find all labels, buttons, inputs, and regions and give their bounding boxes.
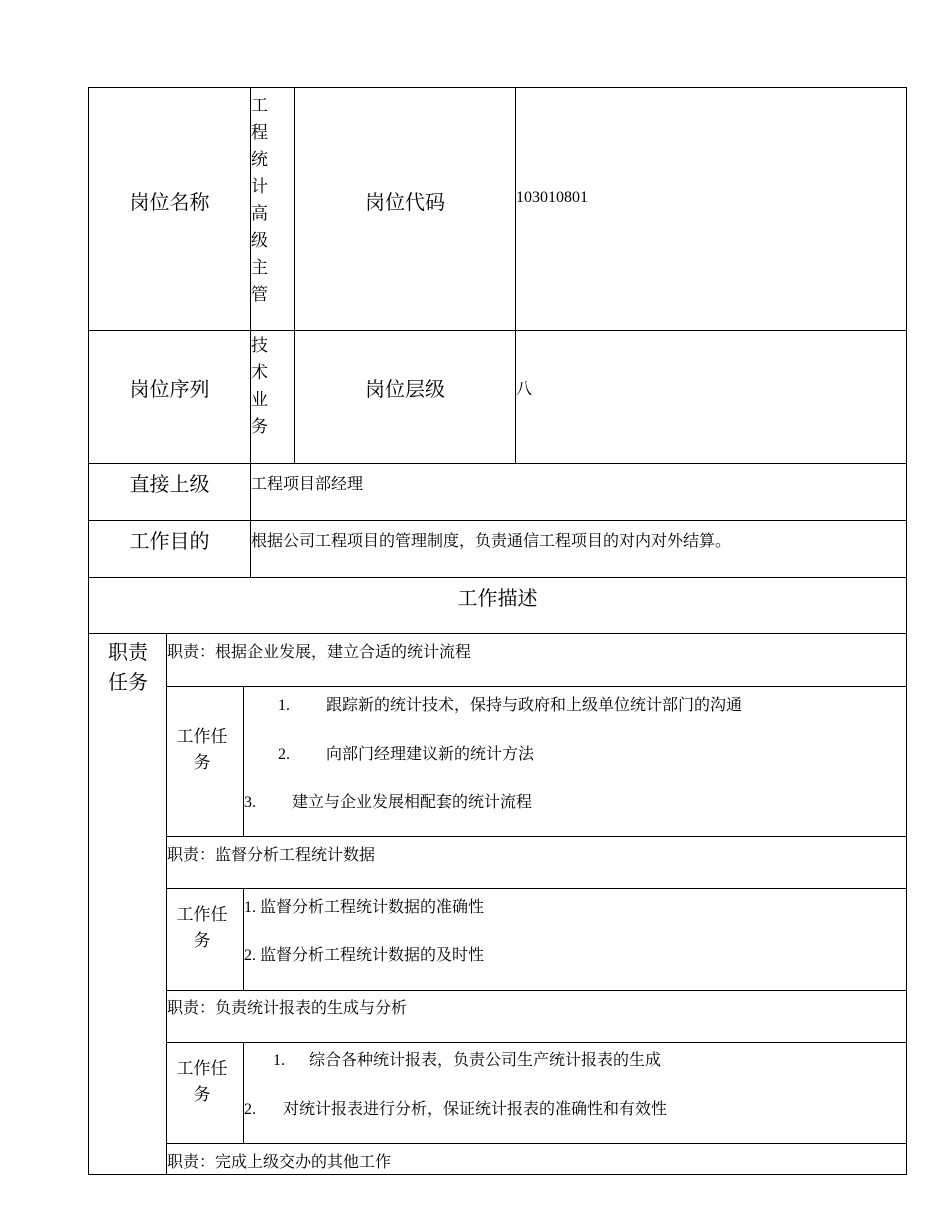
post-level-label: 岗位层级 [365, 379, 445, 401]
supervisor-label: 直接上级 [129, 474, 210, 496]
task-item [244, 1096, 667, 1119]
task-number: 2. [278, 746, 290, 763]
task-item [278, 741, 534, 764]
task-text: 建立与企业发展相配套的统计流程 [292, 794, 533, 811]
task-number: 1. [244, 899, 256, 916]
work-description-title: 工作描述 [457, 588, 538, 610]
post-name-value: 工程统计高级主管 [251, 96, 268, 304]
task-label: 工作任务 [176, 1059, 228, 1104]
duties-label: 职责任务 [108, 642, 148, 694]
duty-title: 职责：监督分析工程统计数据 [167, 847, 376, 864]
supervisor-value: 工程项目部经理 [251, 476, 364, 493]
task-item [244, 789, 532, 812]
task-item [273, 1047, 661, 1070]
duty-title: 职责：负责统计报表的生成与分析 [167, 1000, 408, 1017]
task-text: 跟踪新的统计技术，保持与政府和上级单位统计部门的沟通 [326, 697, 743, 714]
task-label: 工作任务 [176, 727, 228, 772]
post-code-label: 岗位代码 [365, 192, 445, 214]
post-series-value: 技术业务 [251, 336, 268, 436]
post-level-value: 八 [516, 381, 533, 398]
task-number: 1. [278, 697, 290, 714]
task-item [278, 692, 742, 715]
purpose-label: 工作目的 [129, 531, 210, 553]
post-code-value: 103010801 [516, 189, 588, 206]
post-name-label: 岗位名称 [129, 192, 210, 214]
duty-title: 职责：完成上级交办的其他工作 [167, 1154, 392, 1171]
task-item [244, 942, 484, 965]
duty-title: 职责：根据企业发展，建立合适的统计流程 [167, 644, 472, 661]
task-text: 监督分析工程统计数据的及时性 [260, 947, 485, 964]
task-label: 工作任务 [176, 905, 228, 950]
task-text: 监督分析工程统计数据的准确性 [260, 899, 485, 916]
task-number: 2. [244, 947, 256, 964]
task-number: 3. [244, 794, 256, 811]
task-item [244, 894, 484, 917]
task-text: 向部门经理建议新的统计方法 [326, 746, 535, 763]
task-text: 对统计报表进行分析，保证统计报表的准确性和有效性 [283, 1101, 668, 1118]
post-series-label: 岗位序列 [129, 379, 210, 401]
task-number: 1. [273, 1052, 285, 1069]
purpose-value: 根据公司工程项目的管理制度，负责通信工程项目的对内对外结算。 [251, 533, 732, 550]
task-text: 综合各种统计报表，负责公司生产统计报表的生成 [309, 1052, 662, 1069]
task-number: 2. [244, 1101, 256, 1118]
